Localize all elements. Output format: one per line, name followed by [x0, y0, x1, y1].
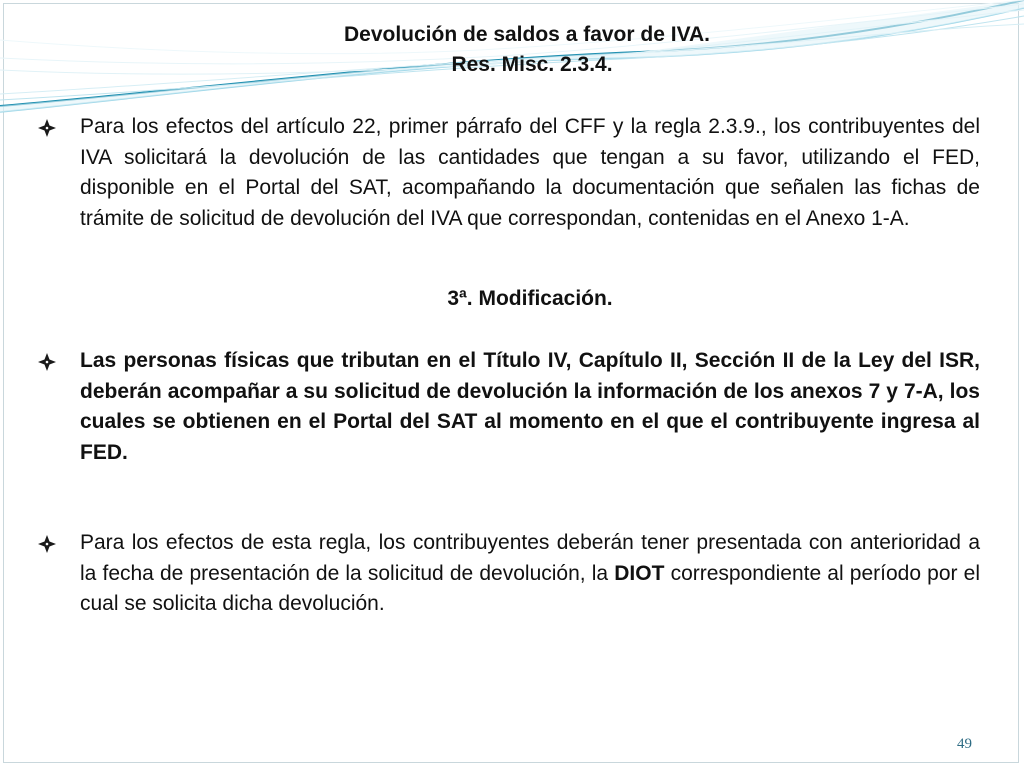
- slide-subtitle: Res. Misc. 2.3.4.: [451, 53, 613, 76]
- bullet-paragraph-2: [38, 346, 980, 468]
- paragraph-3-text-start: Para los efectos de esta regla, los contribuyentes deberán tener presentada con anterioridad a la fecha de presentación de la solicitud de devolución, la: [80, 531, 980, 585]
- paragraph-1-text: Para los efectos del artículo 22, primer párrafo del CFF y la regla 2.3.9., los contribuyentes del IVA solicitará la devolución de las cantidades que tengan a su favor, utilizando el FED, disponible en el Portal del SAT, acompañando la documentación que señalen las fichas de trámite de solicitud de devolución del IVA que correspondan, contenidas en el Anexo 1-A.: [80, 115, 980, 230]
- diamond-bullet-icon: [38, 535, 56, 553]
- modification-heading: 3ª. Modificación.: [447, 287, 613, 310]
- paragraph-3-diot: DIOT: [614, 561, 665, 585]
- slide-content: [38, 112, 980, 620]
- page-number: 49: [957, 736, 972, 752]
- slide-title-block: [0, 20, 1024, 80]
- diamond-bullet-icon: [38, 353, 56, 371]
- slide-title: Devolución de saldos a favor de IVA.: [343, 23, 711, 46]
- paragraph-2-text: Las personas físicas que tributan en el Título IV, Capítulo II, Sección II de la Ley del ISR, deberán acompañar a su solicitud de devolución la información de los anexos 7 y 7-A, los cuales se obtienen en el Portal del SAT al momento en el que el contribuyente ingresa al FED.: [80, 349, 980, 464]
- bullet-paragraph-3: [38, 528, 980, 620]
- diamond-bullet-icon: [38, 119, 56, 137]
- paragraph-3-text-end: correspondiente al período por el cual se solicita dicha devolución.: [80, 561, 980, 615]
- bullet-paragraph-1: [38, 112, 980, 234]
